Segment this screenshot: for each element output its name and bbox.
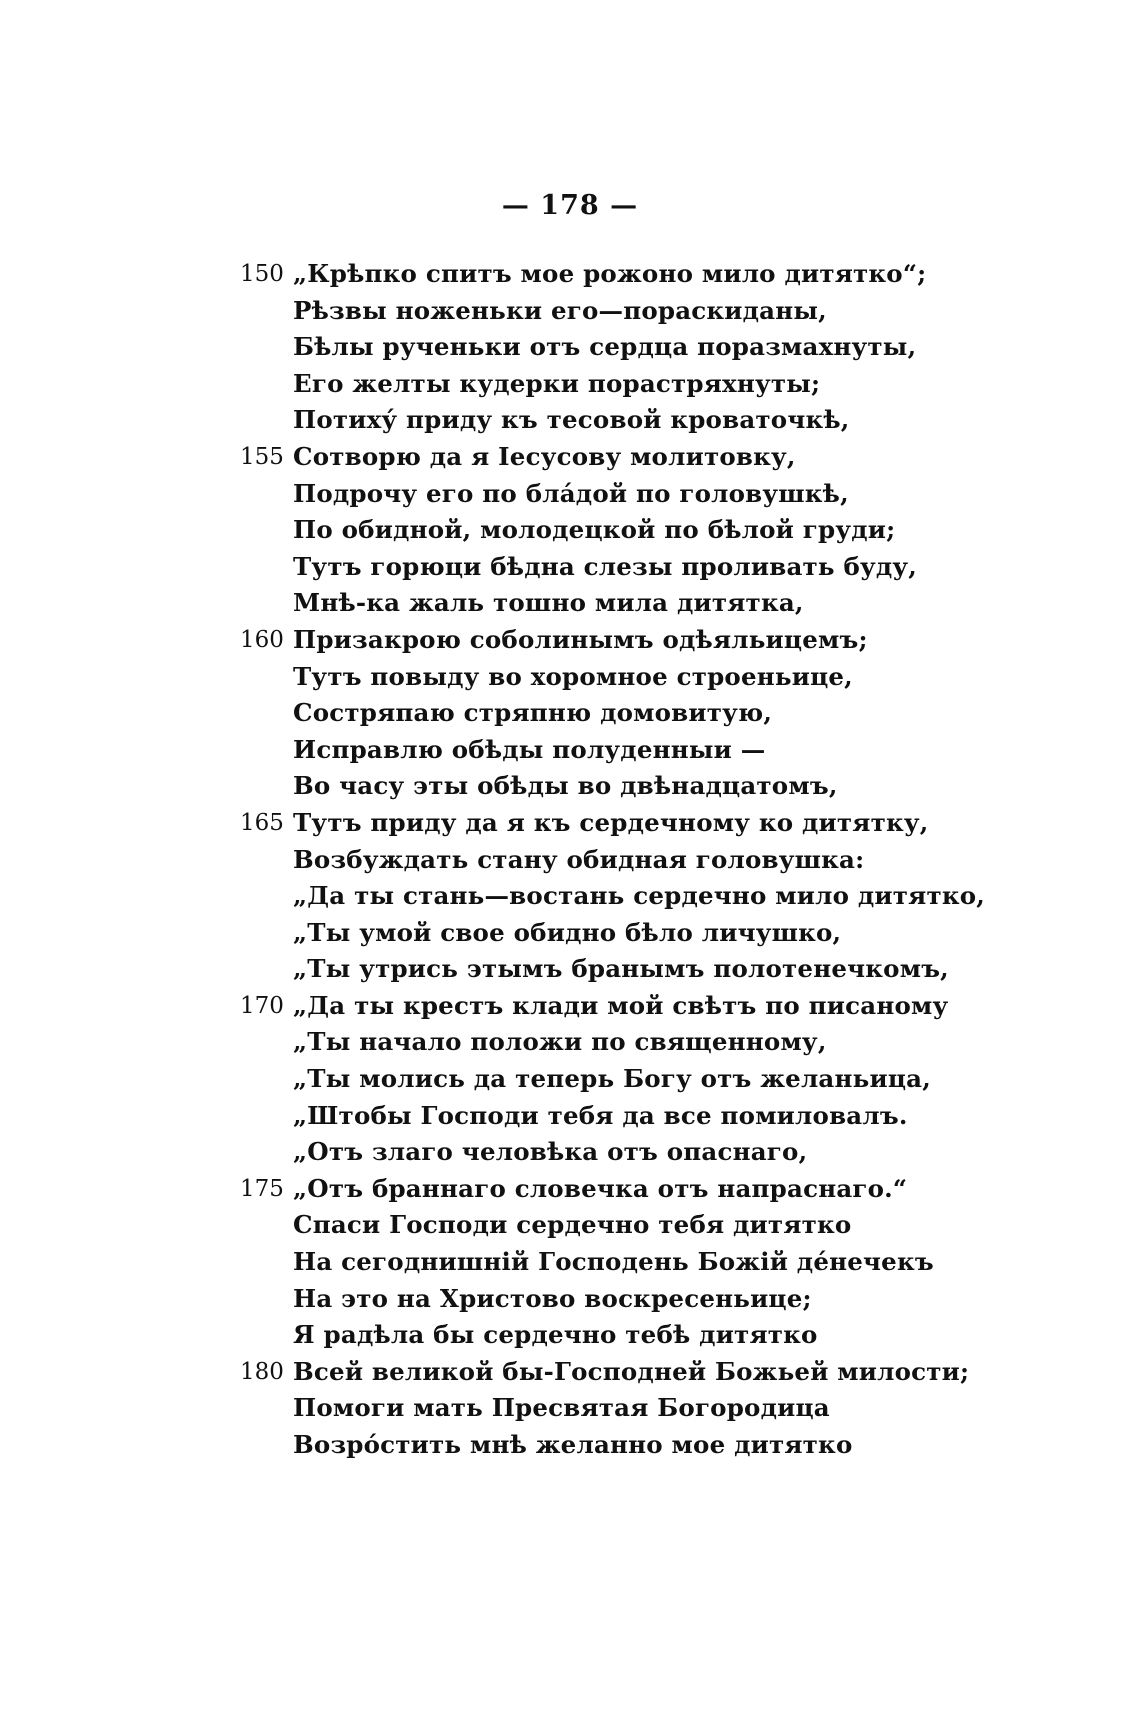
verse-line: [0, 805, 1140, 842]
verse-line: [0, 1427, 1140, 1464]
line-text: „Ты молись да теперь Богу отъ желаньица,: [293, 1064, 931, 1094]
verse-line: [0, 329, 1140, 366]
line-text: Рѣзвы ноженьки его—пораскиданы,: [293, 295, 827, 325]
verse-line: [0, 439, 1140, 476]
verse-line: [0, 1390, 1140, 1427]
line-text: „Штобы Господи тебя да все помиловалъ.: [293, 1100, 908, 1130]
line-text: „Крѣпко спитъ мое рожоно мило дитятко“;: [293, 259, 927, 288]
poem-text: [0, 256, 1140, 1464]
verse-line: [0, 842, 1140, 879]
line-text: Во часу эты обѣды во двѣнадцатомъ,: [293, 771, 838, 801]
line-text: Я радѣла бы сердечно тебѣ дитятко: [293, 1320, 818, 1350]
line-text: На это на Христово воскресеньице;: [293, 1283, 812, 1313]
verse-line: [0, 549, 1140, 586]
line-text: Его желты кудерки порастряхнуты;: [293, 368, 821, 398]
verse-line: [0, 366, 1140, 403]
verse-line: [0, 695, 1140, 732]
line-number: 180: [240, 1358, 284, 1385]
line-text: Тутъ горюци бѣдна слезы проливать буду,: [293, 551, 918, 581]
verse-line: [0, 1244, 1140, 1281]
line-text: Мнѣ-ка жаль тошно мила дитятка,: [293, 588, 804, 618]
line-number: 150: [240, 261, 284, 287]
line-text: Возбуждать стану обидная головушка:: [293, 844, 865, 874]
verse-line: [0, 1171, 1140, 1208]
page-number: — 178 —: [501, 190, 639, 221]
line-number: 165: [240, 809, 284, 836]
line-text: Сотворю да я Іесусову молитовку,: [293, 441, 796, 471]
line-text: По обидной, молодецкой по бѣлой груди;: [293, 515, 896, 545]
verse-line: [0, 256, 1140, 293]
line-text: „Отъ злаго человѣка отъ опаснаго,: [293, 1137, 808, 1167]
verse-line: [0, 1061, 1140, 1098]
line-text: Состряпаю стряпню домовитую,: [293, 698, 773, 728]
line-text: Спаси Господи сердечно тебя дитятко: [293, 1210, 852, 1240]
line-text: Призакрою соболинымъ одѣяльицемъ;: [293, 624, 868, 654]
line-text: „Ты утрись этымъ бранымъ полотенечкомъ,: [293, 954, 949, 984]
line-text: Помоги мать Пресвятая Богородица: [293, 1393, 830, 1423]
line-number: 170: [240, 992, 284, 1019]
verse-line: [0, 585, 1140, 622]
verse-line: [0, 293, 1140, 330]
line-text: „Да ты стань—востань сердечно мило дитятко,: [293, 881, 986, 911]
verse-line: [0, 622, 1140, 659]
verse-line: [0, 768, 1140, 805]
verse-line: [0, 951, 1140, 988]
verse-line: [0, 1024, 1140, 1061]
verse-line: [0, 1354, 1140, 1391]
verse-line: [0, 1134, 1140, 1171]
line-text: Потиху́ приду къ тесовой кроваточкѣ,: [293, 405, 850, 435]
verse-line: [0, 1281, 1140, 1318]
verse-line: [0, 1098, 1140, 1135]
verse-line: [0, 659, 1140, 696]
verse-line: [0, 878, 1140, 915]
verse-line: [0, 512, 1140, 549]
line-text: Подрочу его по бла́дой по головушкѣ,: [293, 478, 849, 508]
line-number: 155: [240, 443, 284, 470]
line-text: Возро́стить мнѣ желанно мое дитятко: [293, 1430, 853, 1459]
line-text: Бѣлы рученьки отъ сердца поразмахнуты,: [293, 332, 917, 362]
line-text: Тутъ повыду во хоромное строеньице,: [293, 661, 853, 691]
line-text: „Отъ браннаго словечка отъ напраснаго.“: [293, 1173, 908, 1203]
verse-line: [0, 988, 1140, 1025]
verse-line: [0, 402, 1140, 439]
verse-line: [0, 915, 1140, 952]
line-number: 175: [240, 1175, 284, 1202]
line-text: „Да ты крестъ клади мой свѣтъ по писаному: [293, 990, 949, 1020]
verse-line: [0, 1317, 1140, 1354]
line-text: На сегоднишній Господень Божій де́нечекъ: [293, 1247, 934, 1277]
verse-line: [0, 1207, 1140, 1244]
verse-line: [0, 476, 1140, 513]
line-text: Исправлю обѣды полуденныи —: [293, 734, 766, 764]
line-number: 160: [240, 626, 284, 653]
verse-line: [0, 732, 1140, 769]
line-text: „Ты начало положи по священному,: [293, 1027, 827, 1057]
line-text: Всей великой бы-Господней Божьей милости;: [293, 1356, 970, 1386]
line-text: Тутъ приду да я къ сердечному ко дитятку,: [293, 807, 929, 837]
line-text: „Ты умой свое обидно бѣло личушко,: [293, 917, 842, 947]
